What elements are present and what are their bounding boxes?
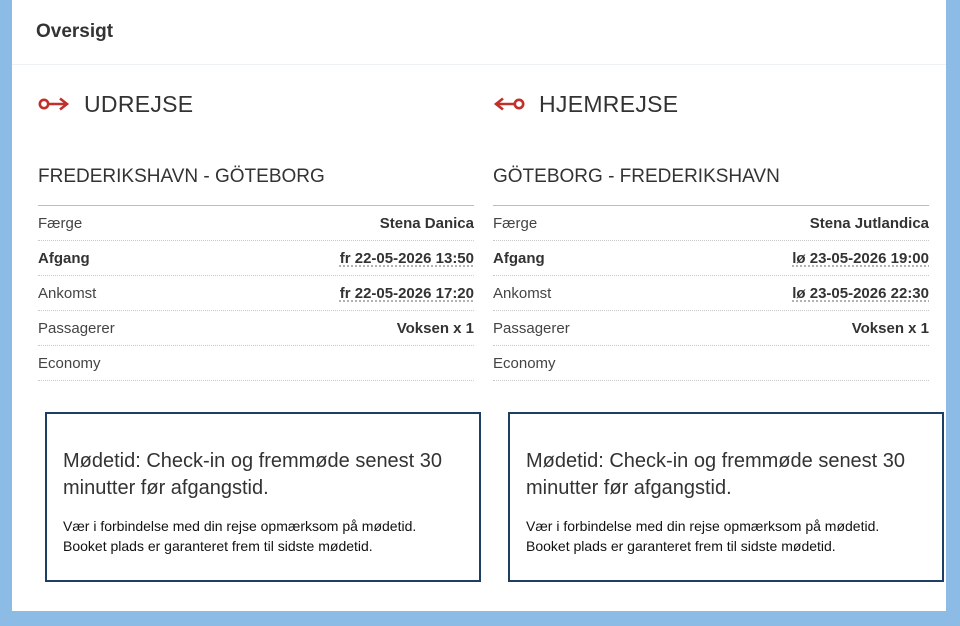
return-route: GÖTEBORG - FREDERIKSHAVN [493, 161, 929, 206]
detail-row-passengers [38, 311, 474, 346]
detail-row-arrival [493, 276, 929, 311]
return-title: HJEMREJSE [539, 90, 679, 117]
detail-row-ferry [38, 206, 474, 241]
return-details [493, 206, 929, 381]
detail-row-ferry [493, 206, 929, 241]
detail-value: lø 23-05-2026 19:00 [792, 249, 929, 267]
detail-value: Voksen x 1 [851, 319, 929, 337]
detail-label: Afgang [493, 249, 545, 267]
detail-value: Voksen x 1 [396, 319, 474, 337]
detail-label: Færge [493, 214, 538, 232]
detail-row-passengers [493, 311, 929, 346]
detail-label: Færge [38, 214, 83, 232]
detail-value: lø 23-05-2026 22:30 [792, 284, 929, 302]
notice-heading: Mødetid: Check-in og fremmøde senest 30 minutter før afgangstid. [526, 450, 906, 499]
outbound-details [38, 206, 474, 381]
outbound-heading [38, 64, 474, 144]
outbound-meeting-time-notice [45, 412, 481, 582]
detail-row-class [493, 346, 929, 381]
notice-text: Vær i forbindelse med din rejse opmærksom på mødetid. Booket plads er garanteret frem til sidste mødetid. [63, 518, 417, 554]
arrow-left-icon [493, 96, 525, 112]
panel-header [12, 0, 946, 65]
overview-panel [12, 0, 946, 611]
arrow-right-icon [38, 96, 70, 112]
detail-label: Ankomst [38, 284, 97, 302]
return-heading [493, 64, 929, 144]
return-meeting-time-notice [508, 412, 944, 582]
outbound-column [38, 64, 474, 381]
detail-label: Passagerer [493, 319, 570, 337]
detail-row-class [38, 346, 474, 381]
detail-value: Stena Danica [379, 214, 474, 232]
outbound-route: FREDERIKSHAVN - GÖTEBORG [38, 161, 474, 206]
detail-label: Afgang [38, 249, 90, 267]
page-title: Oversigt [36, 21, 114, 42]
return-column [493, 64, 929, 381]
notice-heading: Mødetid: Check-in og fremmøde senest 30 minutter før afgangstid. [63, 450, 443, 499]
detail-row-departure [493, 241, 929, 276]
notice-text: Vær i forbindelse med din rejse opmærksom på mødetid. Booket plads er garanteret frem til sidste mødetid. [526, 518, 880, 554]
detail-row-departure [38, 241, 474, 276]
detail-label: Economy [38, 354, 101, 372]
detail-label: Passagerer [38, 319, 115, 337]
detail-label: Economy [493, 354, 556, 372]
detail-value: fr 22-05-2026 13:50 [339, 249, 474, 267]
outbound-title: UDREJSE [84, 90, 194, 117]
detail-label: Ankomst [493, 284, 552, 302]
detail-value: fr 22-05-2026 17:20 [339, 284, 474, 302]
detail-row-arrival [38, 276, 474, 311]
detail-value: Stena Jutlandica [809, 214, 929, 232]
